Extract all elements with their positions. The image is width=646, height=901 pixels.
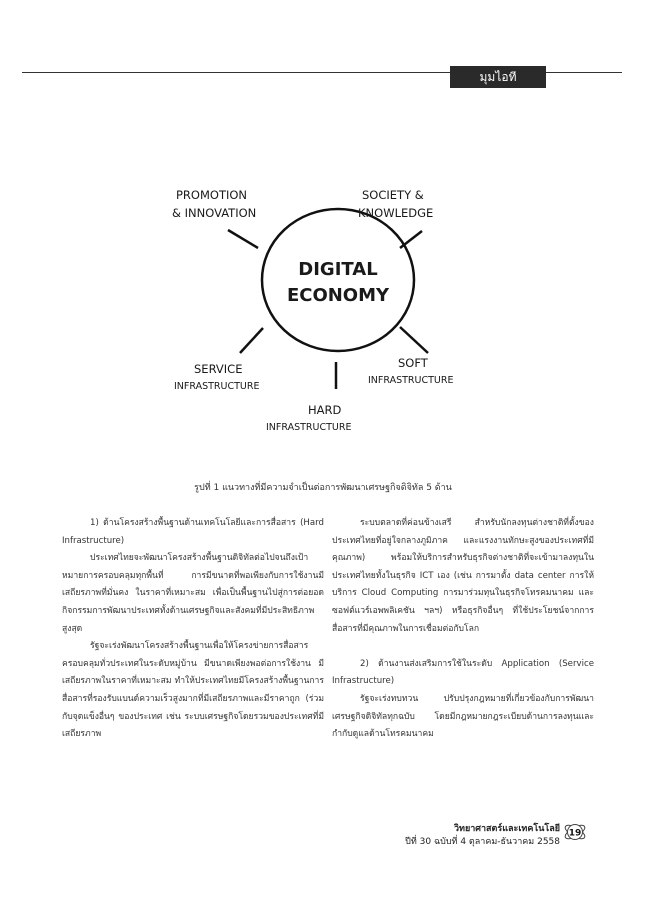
spoke-service <box>240 328 263 353</box>
issue-info: ปีที่ 30 ฉบับที่ 4 ตุลาคม-ธันวาคม 2558 <box>405 837 560 847</box>
left-heading-1: 1) ด้านโครงสร้างพื้นฐานด้านเทคโนโลยีและการสื่อสาร (Hard Infrastructure) <box>62 518 324 546</box>
spoke-label-promotion-1: PROMOTION <box>176 188 248 202</box>
spoke-label-society-2: KNOWLEDGE <box>358 206 434 220</box>
spoke-label-society-1: SOCIETY & <box>362 188 424 202</box>
center-label-1: DIGITAL <box>298 259 378 280</box>
spoke-society <box>400 231 422 248</box>
page-number: 19 <box>568 828 582 839</box>
right-paragraph-2: รัฐจะเร่งทบทวน ปรับปรุงกฎหมายที่เกี่ยวข้องกับการพัฒนาเศรษฐกิจดิจิทัลทุกฉบับ โดยมีกฎหมายกฎระเบียบด้านการลงทุนและกำกับดูแลด้านโทรคมนาคม <box>332 693 594 740</box>
center-label-2: ECONOMY <box>286 285 390 306</box>
spoke-label-soft-2: INFRASTRUCTURE <box>368 375 454 386</box>
publication-title: วิทยาศาสตร์และเทคโนโลยี <box>453 824 560 834</box>
spoke-label-soft-1: SOFT <box>398 356 428 370</box>
left-paragraph-2: รัฐจะเร่งพัฒนาโครงสร้างพื้นฐานเพื่อให้โครงข่ายการสื่อสารครอบคลุมทั่วประเทศในระดับหมู่บ้าน มีขนาดเพียงพอต่อการใช้งาน มีเสถียรภาพในราคาที่เหมาะสม ทำให้ประเทศไทยมีโครงสร้างพื้นฐานการสื่อสารที่รองรับแบนด์ความเร็วสูงมากที่มีเสถียรภาพและมีราคาถูก (ร่วมกับจุดแข็งอื่นๆ ของประเทศ เช่น ระบบเศรษฐกิจโดยรวมของประเทศที่มีเสถียรภาพ <box>62 641 324 740</box>
spoke-label-hard-1: HARD <box>308 403 342 417</box>
spoke-soft <box>400 327 428 353</box>
footer-info <box>405 823 560 849</box>
spoke-label-service-1: SERVICE <box>194 362 243 376</box>
digital-economy-diagram <box>160 175 480 445</box>
spoke-label-promotion-2: & INNOVATION <box>172 206 257 220</box>
diagram-svg <box>160 175 480 445</box>
center-circle <box>262 209 414 351</box>
section-tab: มุมไอที <box>450 66 546 88</box>
atom-icon <box>563 820 587 844</box>
right-column <box>332 515 594 744</box>
figure-caption: รูปที่ 1 แนวทางที่มีความจำเป็นต่อการพัฒนาเศรษฐกิจดิจิทัล 5 ด้าน <box>194 483 452 493</box>
spoke-label-hard-2: INFRASTRUCTURE <box>266 422 352 433</box>
page-number-badge <box>563 820 587 844</box>
left-column <box>62 515 324 744</box>
right-paragraph-1: ระบบตลาดที่ค่อนข้างเสรี สำหรับนักลงทุนต่างชาติที่ตั้งของประเทศไทยที่อยู่ใจกลางภูมิภาค และแรงงานทักษะสูงของประเทศที่มีคุณภาพ) พร้อมให้บริการสำหรับธุรกิจต่างชาติที่จะเข้ามาลงทุนในประเทศไทยทั้งในธุรกิจ ICT เอง (เช่น การมาตั้ง data center การให้บริการ Cloud Computing การมาร่วมทุนในธุรกิจโทรคมนาคม และซอฟต์แวร์เอพพลิเคชัน ฯลฯ) หรือธุรกิจอื่นๆ ที่ใช้ประโยชน์จากการสื่อสารที่มีคุณภาพในการเชื่อมต่อกับโลก <box>332 518 594 634</box>
right-heading-2: 2) ด้านงานส่งเสริมการใช้ในระดับ Application (Service Infrastructure) <box>332 658 594 687</box>
left-paragraph-1: ประเทศไทยจะพัฒนาโครงสร้างพื้นฐานดิจิทัลต่อไปจนถึงเป้าหมายการครอบคลุมทุกพื้นที่ การมีขนาดที่พอเพียงกับการใช้งานมีเสถียรภาพที่มั่นคง ในราคาที่เหมาะสม เพื่อเป็นพื้นฐานไปสู่การต่อยอดกิจกรรมการพัฒนาประเทศทั้งด้านเศรษฐกิจและสังคมที่มีประสิทธิภาพสูงสุด <box>62 553 324 634</box>
spoke-promotion <box>228 230 258 248</box>
spoke-label-service-2: INFRASTRUCTURE <box>174 381 260 392</box>
